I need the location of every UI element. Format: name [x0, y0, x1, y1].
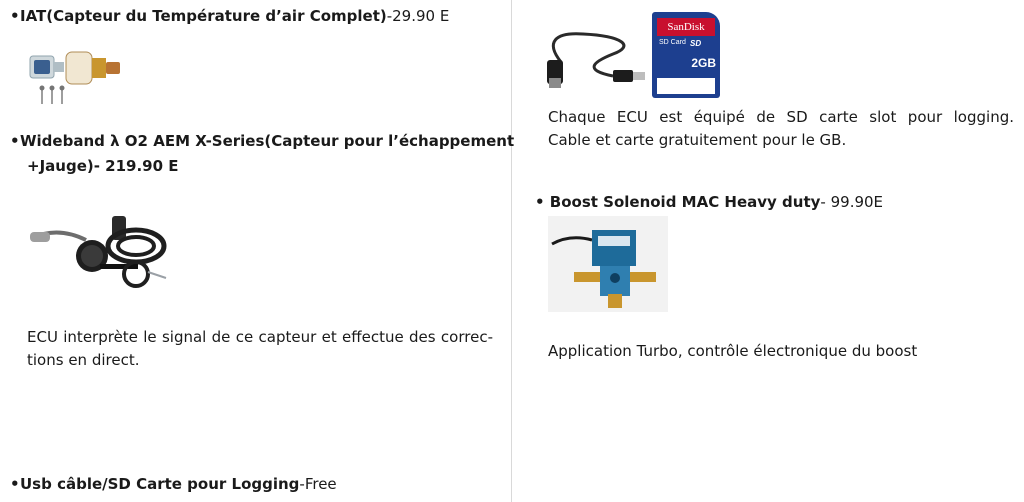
boost-solenoid-title [535, 192, 883, 212]
iat-sensor-image [28, 42, 128, 110]
boost-description: Application Turbo, contrôle électronique du boost [548, 342, 918, 360]
bullet-icon: • [10, 132, 20, 150]
usb-cable-title [10, 474, 337, 494]
logging-desc-line2: Cable et carte gratuitement pour le GB. [548, 131, 847, 149]
sd-card-type: SD Card [659, 39, 686, 46]
wideband-description [27, 326, 493, 372]
usb-cable-image [543, 22, 647, 90]
iat-sensor-title [10, 6, 449, 26]
boost-solenoid-name: Boost Solenoid MAC Heavy duty [549, 193, 821, 211]
sd-card-label [657, 78, 715, 94]
sd-card-image [652, 12, 720, 98]
sd-card-capacity: 2GB [691, 56, 716, 70]
logging-desc-line1: Chaque ECU est équipé de SD carte slot pour logging. [548, 108, 1014, 126]
wideband-title [10, 131, 514, 151]
bullet-icon: • [10, 475, 20, 493]
usb-cable-price: -Free [299, 475, 337, 493]
bullet-icon: • [10, 7, 20, 25]
boost-solenoid-price: - 99.90E [820, 193, 884, 211]
iat-sensor-price: -29.90 E [386, 7, 450, 25]
usb-cable-name: Usb câble/SD Carte pour Logging [20, 475, 300, 493]
iat-sensor-name: IAT(Capteur du Température d’air Complet) [20, 7, 387, 25]
column-divider [511, 0, 512, 502]
wideband-name-line2: +Jauge)- 219.90 E [27, 157, 179, 175]
sd-logo-icon: SD [690, 39, 702, 48]
boost-solenoid-image [548, 216, 668, 312]
bullet-icon: • [535, 193, 545, 211]
wideband-desc-line2: tions en direct. [27, 351, 140, 369]
wideband-desc-line1: ECU interprète le signal de ce capteur et effectue des correc- [27, 328, 493, 346]
sd-card-brand: SanDisk [657, 18, 715, 36]
wideband-sensor-image [28, 208, 170, 288]
logging-description [548, 106, 1014, 152]
wideband-title-line2 [27, 156, 179, 176]
wideband-name-line1: Wideband λ O2 AEM X-Series(Capteur pour l’échappement [20, 132, 515, 150]
